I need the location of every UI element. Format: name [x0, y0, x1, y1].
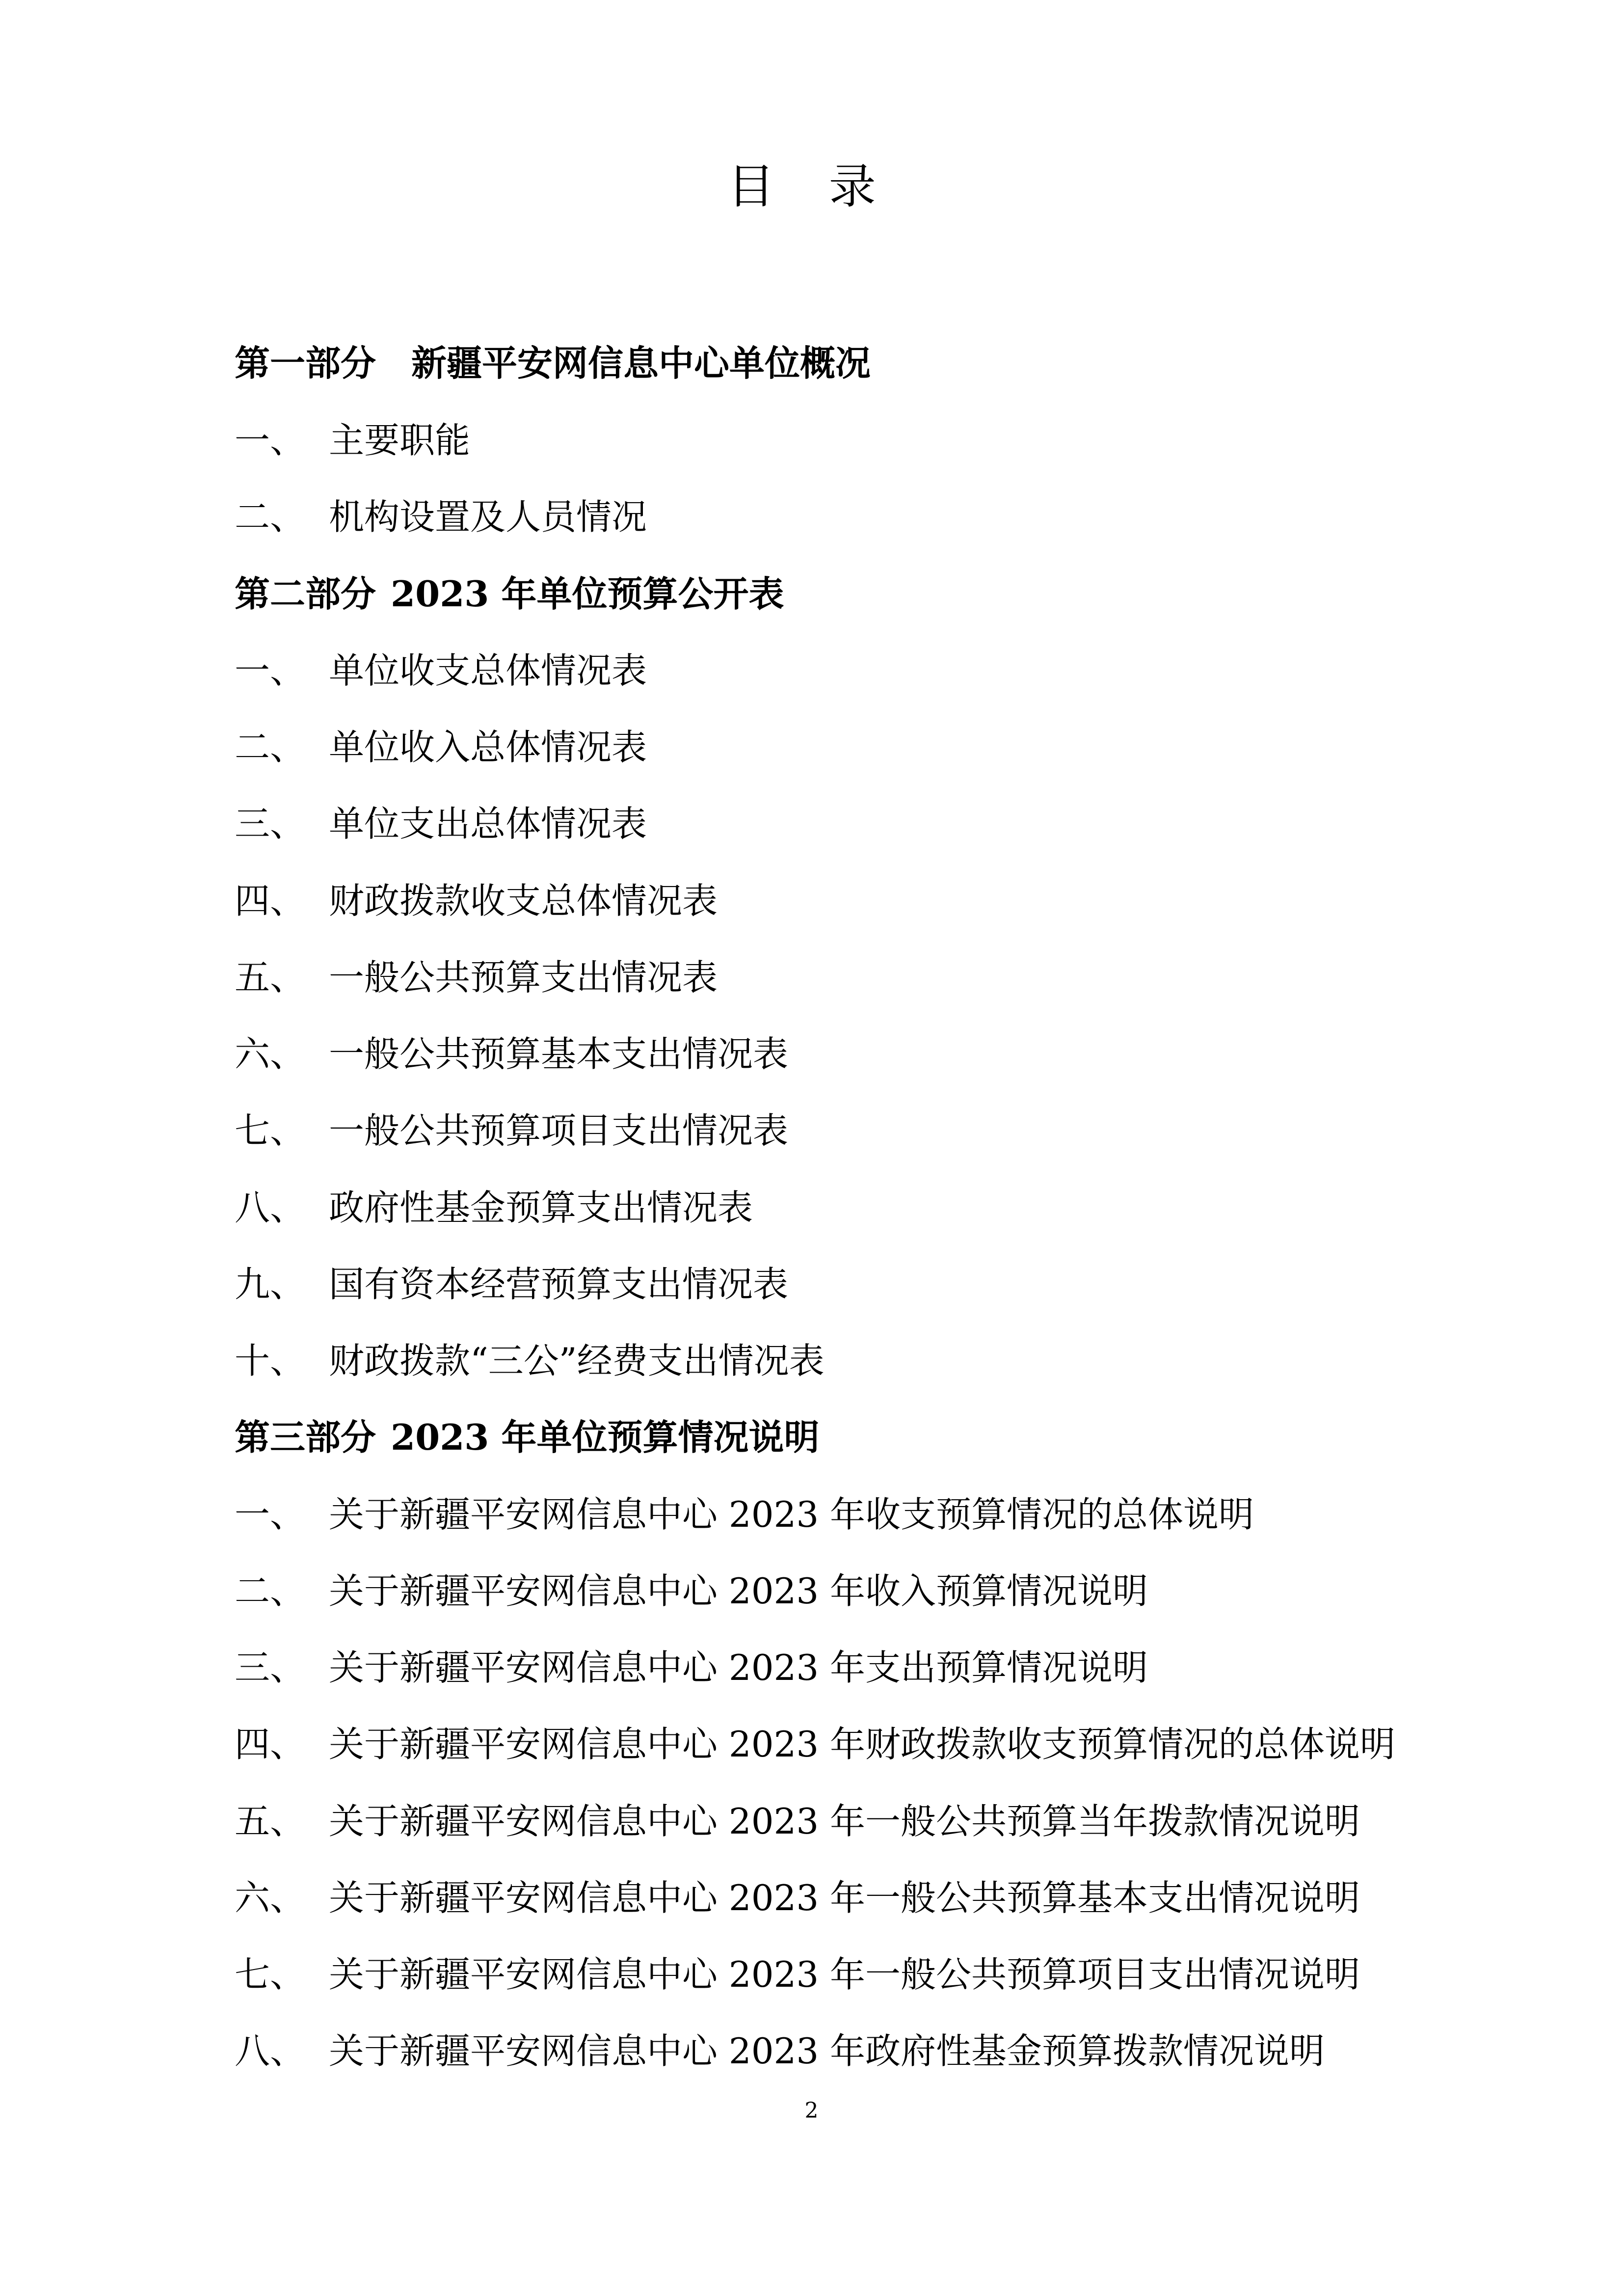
toc-item-number: 七、	[235, 1954, 306, 1995]
toc-item-text: 一般公共预算项目支出情况表	[329, 1110, 789, 1151]
toc-item-number: 六、	[235, 1033, 306, 1075]
toc-item-number: 二、	[235, 496, 306, 538]
toc-item-text: 关于新疆平安网信息中心 2023 年一般公共预算基本支出情况说明	[329, 1877, 1360, 1918]
page-number: 2	[804, 2098, 819, 2123]
toc-item-number: 八、	[235, 1187, 306, 1228]
toc-item-text: 关于新疆平安网信息中心 2023 年政府性基金预算拨款情况说明	[329, 2030, 1325, 2072]
toc-item-text: 单位收入总体情况表	[329, 727, 647, 768]
toc-item	[235, 879, 718, 923]
toc-part-heading	[235, 1415, 819, 1459]
toc-item	[235, 1569, 1148, 1613]
toc-item-text: 关于新疆平安网信息中心 2023 年收入预算情况说明	[329, 1570, 1148, 1612]
toc-item-text: 财政拨款“三公”经费支出情况表	[329, 1340, 825, 1381]
toc-item-number: 二、	[235, 727, 306, 768]
toc-item-number: 八、	[235, 2030, 306, 2072]
part-title: 2023 年单位预算公开表	[391, 573, 784, 615]
toc-item	[235, 1952, 1360, 1997]
toc-item-number: 四、	[235, 1724, 306, 1765]
part-label: 第三部分	[235, 1416, 376, 1458]
toc-item-number: 三、	[235, 803, 306, 844]
toc-item-number: 一、	[235, 650, 306, 691]
toc-item-text: 关于新疆平安网信息中心 2023 年支出预算情况说明	[329, 1647, 1148, 1688]
toc-item	[235, 802, 647, 846]
toc-part-heading	[235, 572, 784, 616]
toc-item-number: 四、	[235, 880, 306, 921]
toc-item-text: 关于新疆平安网信息中心 2023 年财政拨款收支预算情况的总体说明	[329, 1724, 1396, 1765]
toc-item-number: 三、	[235, 1647, 306, 1688]
toc-item	[235, 1492, 1254, 1537]
toc-item-number: 九、	[235, 1264, 306, 1305]
toc-item	[235, 1646, 1148, 1690]
toc-item-number: 六、	[235, 1877, 306, 1918]
toc-item	[235, 2029, 1325, 2073]
toc-item-text: 财政拨款收支总体情况表	[329, 880, 718, 921]
toc-item-text: 一般公共预算支出情况表	[329, 957, 718, 998]
toc-item	[235, 1262, 788, 1306]
part-label: 第二部分	[235, 573, 376, 615]
toc-item-text: 关于新疆平安网信息中心 2023 年收支预算情况的总体说明	[329, 1494, 1254, 1535]
toc-item-number: 一、	[235, 1494, 306, 1535]
toc-item-number: 一、	[235, 420, 306, 461]
toc-item-text: 主要职能	[329, 420, 471, 461]
toc-item	[235, 1799, 1360, 1843]
part-label: 第一部分	[235, 342, 376, 384]
part-title: 新疆平安网信息中心单位概况	[411, 342, 871, 384]
toc-item-text: 机构设置及人员情况	[329, 496, 647, 538]
toc-item	[235, 1876, 1360, 1920]
toc-item-text: 单位收支总体情况表	[329, 650, 647, 691]
toc-item-text: 关于新疆平安网信息中心 2023 年一般公共预算项目支出情况说明	[329, 1954, 1360, 1995]
toc-item-number: 二、	[235, 1570, 306, 1612]
part-title: 2023 年单位预算情况说明	[391, 1416, 820, 1458]
toc-item	[235, 1186, 753, 1230]
toc-part-heading	[235, 341, 871, 385]
toc-item-text: 政府性基金预算支出情况表	[329, 1187, 753, 1228]
page-title: 目 录	[727, 159, 896, 214]
toc-item-text: 单位支出总体情况表	[329, 803, 647, 844]
toc-item-number: 五、	[235, 1801, 306, 1842]
toc-item	[235, 418, 470, 462]
toc-item-number: 七、	[235, 1110, 306, 1151]
toc-item	[235, 1108, 788, 1153]
toc-item-text: 关于新疆平安网信息中心 2023 年一般公共预算当年拨款情况说明	[329, 1801, 1360, 1842]
toc-item	[235, 648, 647, 693]
toc-item	[235, 1339, 825, 1383]
toc-item	[235, 1032, 788, 1076]
toc-item-number: 五、	[235, 957, 306, 998]
toc-item-number: 十、	[235, 1340, 306, 1381]
toc-item	[235, 955, 718, 999]
toc-item	[235, 725, 647, 769]
toc-item-text: 一般公共预算基本支出情况表	[329, 1033, 789, 1075]
toc-item	[235, 495, 647, 539]
toc-item-text: 国有资本经营预算支出情况表	[329, 1264, 789, 1305]
toc-item	[235, 1722, 1395, 1766]
